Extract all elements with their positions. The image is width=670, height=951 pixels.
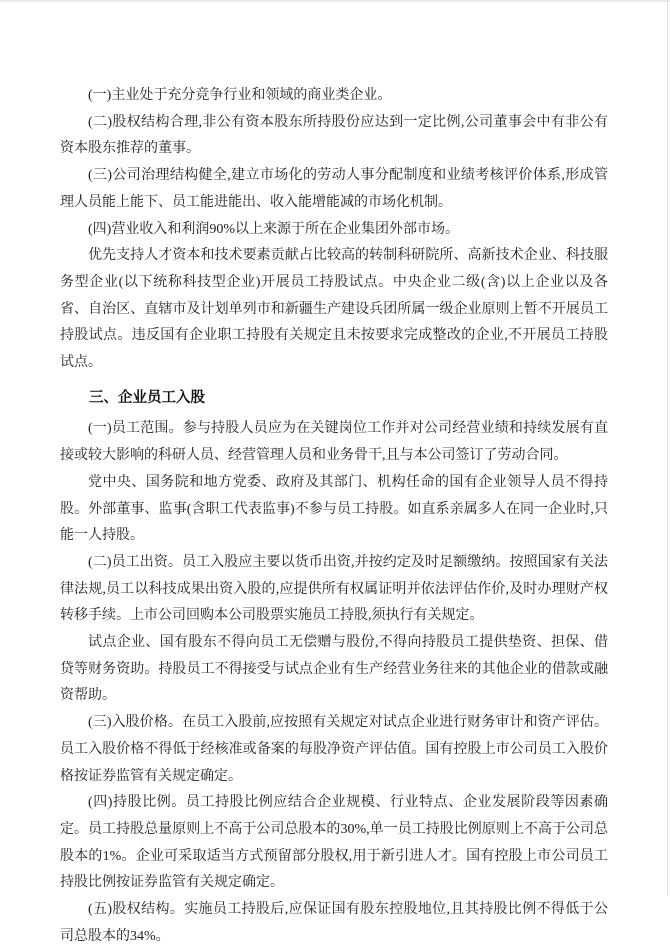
paragraph: 优先支持人才资本和技术要素贡献占比较高的转制科研院所、高新技术企业、科技服务型企业(以下统称科技型企业)开展员工持股试点。中央企业二级(含)以上企业以及各省、自治区、直辖市及计划单列市和新疆生产建设兵团所属一级企业原则上暂不开展员工持股试点。违反国有企业职工持股有关规定且未按要求完成整改的企业,不开展员工持股试点。 <box>60 248 608 371</box>
paragraph: (五)股权结构。实施员工持股后,应保证国有股东控股地位,且其持股比例不得低于公司总股本的34%。 <box>60 902 608 944</box>
paragraph: (二)员工出资。员工入股应主要以货币出资,并按约定及时足额缴纳。按照国家有关法律法规,员工以科技成果出资入股的,应提供所有权属证明并依法评估作价,及时办理财产权转移手续。上市公司回购本公司股票实施员工持股,须执行有关规定。 <box>60 554 608 624</box>
paragraph: (一)员工范围。参与持股人员应为在关键岗位工作并对公司经营业绩和持续发展有直接或较大影响的科研人员、经营管理人员和业务骨干,且与本公司签订了劳动合同。 <box>60 421 608 464</box>
paragraph: (二)股权结构合理,非公有资本股东所持股份应达到一定比例,公司董事会中有非公有资本股东推荐的董事。 <box>60 114 608 157</box>
paragraph: (四)营业收入和利润90%以上来源于所在企业集团外部市场。 <box>88 221 459 237</box>
paragraph: 党中央、国务院和地方党委、政府及其部门、机构任命的国有企业领导人员不得持股。外部董事、监事(含职工代表监事)不参与员工持股。如直系亲属多人在同一企业时,只能一人持股。 <box>60 474 608 544</box>
paragraph: (一)主业处于充分竞争行业和领域的商业类企业。 <box>88 88 392 103</box>
paragraph: (三)入股价格。在员工入股前,应按照有关规定对试点企业进行财务审计和资产评估。员工入股价格不得低于经核准或备案的每股净资产评估值。国有控股上市公司员工入股价格按证券监管有关规定确定。 <box>60 715 608 784</box>
page-top-border <box>0 0 670 2</box>
paragraph: (三)公司治理结构健全,建立市场化的劳动人事分配制度和业绩考核评价体系,形成管理人员能上能下、员工能进能出、收入能增能减的市场化机制。 <box>60 168 608 210</box>
paragraph: 试点企业、国有股东不得向员工无偿赠与股份,不得向持股员工提供垫资、担保、借贷等财务资助。持股员工不得接受与试点企业有生产经营业务往来的其他企业的借款或融资帮助。 <box>60 635 608 704</box>
page-right-border <box>667 0 668 896</box>
paragraph: (四)持股比例。员工持股比例应结合企业规模、行业特点、企业发展阶段等因素确定。员工持股总量原则上不高于公司总股本的30%,单一员工持股比例原则上不高于公司总股本的1%。企业可采取适当方式预留部分股权,用于新引进人才。国有控股上市公司员工持股比例按证券监管有关规定确定。 <box>60 795 608 891</box>
document-content <box>60 83 608 951</box>
section-heading: 三、企业员工入股 <box>89 389 205 406</box>
